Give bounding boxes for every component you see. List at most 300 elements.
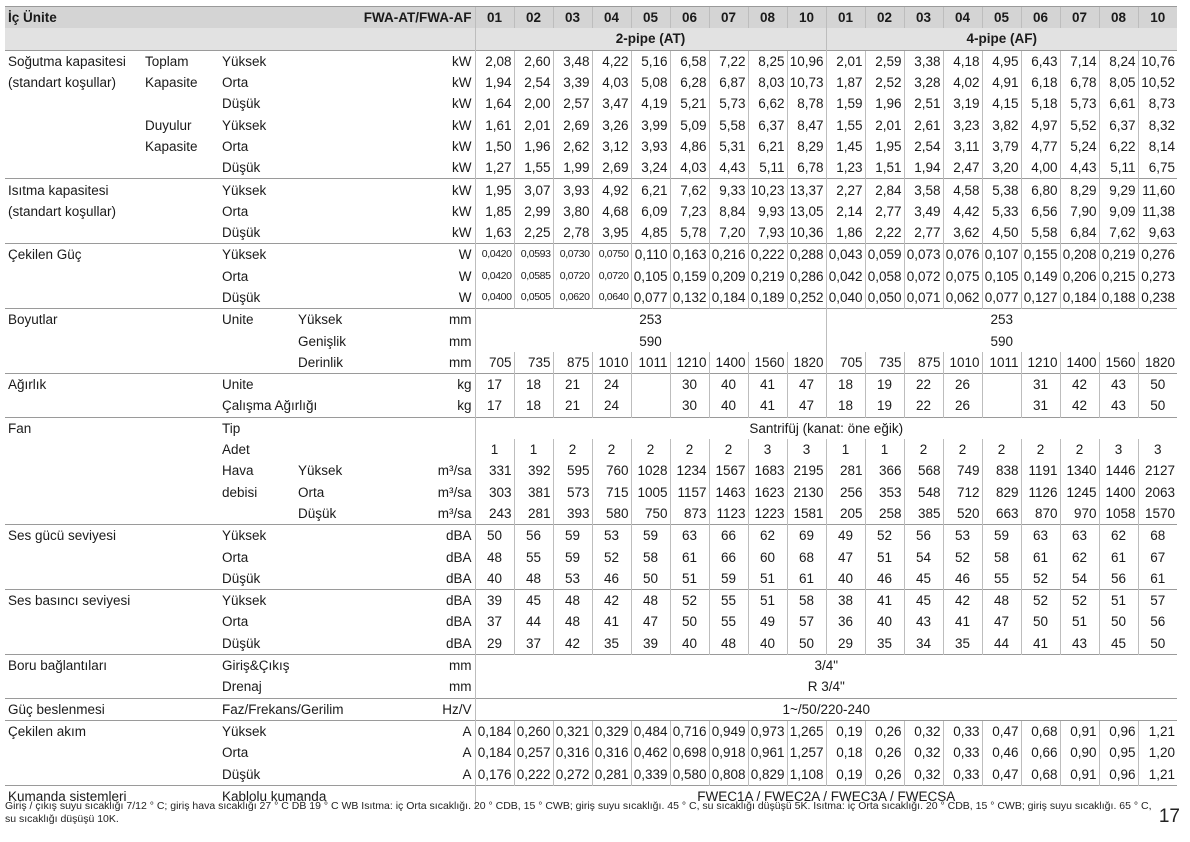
- unit-cell: mm: [405, 309, 475, 331]
- unit-cell: kW: [452, 117, 472, 133]
- value-cell: 60: [748, 546, 787, 567]
- size-header-cell: 10: [787, 7, 826, 29]
- value-cell: 6,80: [1021, 179, 1060, 201]
- row-label: Yüksek: [219, 50, 405, 72]
- value-cell: 7,62: [1099, 222, 1138, 244]
- value-cell: 1820: [1138, 352, 1177, 374]
- value-cell: 54: [1060, 568, 1099, 590]
- value-cell: 49: [826, 525, 865, 547]
- spec-row: [5, 309, 1177, 331]
- value-cell: 8,73: [1138, 93, 1177, 114]
- value-cell: 0,0505: [514, 287, 553, 309]
- size-header-cell: 02: [514, 7, 553, 29]
- value-cell: 256: [826, 482, 865, 503]
- value-cell: 1,45: [826, 136, 865, 157]
- value-cell: 875: [553, 352, 592, 374]
- spec-row: [5, 114, 1177, 135]
- value-cell: 6,75: [1138, 157, 1177, 179]
- size-header-cell: 10: [1138, 7, 1177, 29]
- row-label: Yüksek: [219, 179, 405, 201]
- value-cell: 2,01: [514, 114, 553, 135]
- value-cell: 0,32: [904, 742, 943, 763]
- value-cell: 0,184: [1060, 287, 1099, 309]
- spec-row: [5, 136, 1177, 157]
- value-cell: 712: [943, 482, 982, 503]
- value-cell: 6,21: [631, 179, 670, 201]
- value-cell: 0,329: [592, 720, 631, 742]
- value-cell: 0,949: [709, 720, 748, 742]
- value-cell: 0,316: [553, 742, 592, 763]
- value-cell: 0,32: [904, 720, 943, 742]
- value-cell: 5,11: [748, 157, 787, 179]
- row-subgroup-label: [142, 720, 219, 742]
- value-cell: 0,132: [670, 287, 709, 309]
- value-cell: 0,276: [1138, 244, 1177, 266]
- value-cell: 0,176: [475, 763, 514, 785]
- value-cell: 5,78: [670, 222, 709, 244]
- row-label: [219, 503, 295, 525]
- row-subgroup-label: [142, 742, 219, 763]
- row-label: Yüksek: [222, 117, 267, 133]
- size-header-cell: 08: [748, 7, 787, 29]
- row-label: [219, 352, 295, 374]
- value-cell: 4,58: [943, 179, 982, 201]
- value-cell: 5,33: [982, 201, 1021, 222]
- pipe-type-row: [5, 28, 1177, 50]
- value-cell: 0,215: [1099, 266, 1138, 287]
- value-cell: 48: [982, 590, 1021, 612]
- value-cell: 5,24: [1060, 136, 1099, 157]
- value-cell: 8,25: [748, 50, 787, 72]
- row-label: Tip: [219, 417, 405, 439]
- value-cell: 353: [865, 482, 904, 503]
- row-subgroup-label: Toplam: [142, 50, 219, 72]
- value-cell: 38: [826, 590, 865, 612]
- value-cell: 0,0720: [553, 266, 592, 287]
- value-cell: 50: [1099, 611, 1138, 632]
- value-cell: 0,219: [748, 266, 787, 287]
- value-cell: 5,58: [1021, 222, 1060, 244]
- value-cell: 0,918: [709, 742, 748, 763]
- value-cell: 0,0640: [592, 287, 631, 309]
- value-cell: 0,0400: [475, 287, 514, 309]
- row-subgroup-label: [142, 309, 219, 331]
- value-cell: 2,62: [553, 136, 592, 157]
- value-cell: 18: [514, 374, 553, 396]
- row-group-label: [5, 482, 142, 503]
- value-cell: 59: [631, 525, 670, 547]
- value-cell: 21: [553, 374, 592, 396]
- value-cell: 58: [787, 590, 826, 612]
- value-cell: 46: [865, 568, 904, 590]
- spec-row: [5, 287, 1177, 309]
- value-cell: 4,95: [982, 50, 1021, 72]
- row-label: Orta: [222, 268, 249, 284]
- row-subgroup-label: [142, 201, 219, 222]
- value-cell: 6,37: [1099, 114, 1138, 135]
- value-cell: 0,077: [631, 287, 670, 309]
- size-header-cell: 03: [904, 7, 943, 29]
- value-cell: 44: [514, 611, 553, 632]
- value-cell: 3,79: [982, 136, 1021, 157]
- value-cell: 8,84: [709, 201, 748, 222]
- value-cell: 4,77: [1021, 136, 1060, 157]
- value-cell: 0,321: [553, 720, 592, 742]
- value-cell: 0,33: [943, 763, 982, 785]
- spec-row: [5, 266, 1177, 287]
- value-cell: 705: [826, 352, 865, 374]
- value-cell: 41: [748, 395, 787, 417]
- value-cell: 2,22: [865, 222, 904, 244]
- row-label: debisi: [222, 484, 258, 500]
- value-cell: 4,15: [982, 93, 1021, 114]
- row-group-label: [5, 503, 142, 525]
- row-group-label: Çekilen akım: [5, 720, 142, 742]
- value-cell: 0,973: [748, 720, 787, 742]
- value-cell: 51: [1060, 611, 1099, 632]
- unit-cell: W: [458, 290, 472, 305]
- value-cell: 2,54: [904, 136, 943, 157]
- value-cell: 52: [1060, 590, 1099, 612]
- value-cell: 40: [709, 374, 748, 396]
- row-label: Çalışma Ağırlığı: [222, 398, 318, 414]
- value-cell: 0,273: [1138, 266, 1177, 287]
- value-cell: 11,38: [1138, 201, 1177, 222]
- value-cell: 4,85: [631, 222, 670, 244]
- row-group-label: Ağırlık: [5, 374, 142, 396]
- value-cell: 0,90: [1060, 742, 1099, 763]
- row-group-label: [5, 395, 142, 417]
- value-cell: 11,60: [1138, 179, 1177, 201]
- row-subgroup-label: [142, 676, 219, 698]
- value-cell: 6,78: [787, 157, 826, 179]
- size-header-cell: 06: [670, 7, 709, 29]
- value-cell: 7,23: [670, 201, 709, 222]
- value-cell: 50: [1021, 611, 1060, 632]
- unit-cell: [405, 417, 475, 439]
- value-cell: 68: [787, 546, 826, 567]
- value-cell: 2: [670, 439, 709, 460]
- value-cell: 1,21: [1138, 720, 1177, 742]
- value-cell: 1126: [1021, 482, 1060, 503]
- value-cell: 9,93: [748, 201, 787, 222]
- value-cell: 4,43: [1060, 157, 1099, 179]
- merged-value-cell: FWEC1A / FWEC2A / FWEC3A / FWECSA: [475, 785, 1177, 807]
- value-cell: 735: [514, 352, 553, 374]
- value-cell: 3,38: [904, 50, 943, 72]
- value-cell: 0,105: [982, 266, 1021, 287]
- value-cell: 7,14: [1060, 50, 1099, 72]
- row-label: Faz/Frekans/Gerilim: [219, 698, 405, 720]
- row-group-label: Ses basıncı seviyesi: [5, 590, 142, 612]
- value-cell: 17: [475, 395, 514, 417]
- value-cell: 1: [514, 439, 553, 460]
- value-cell: 2,47: [943, 157, 982, 179]
- value-cell: 2,69: [553, 114, 592, 135]
- value-cell: 2,59: [865, 50, 904, 72]
- row-subgroup-label: [142, 439, 219, 460]
- value-cell: 0,219: [1099, 244, 1138, 266]
- value-cell: 0,184: [475, 720, 514, 742]
- value-cell: 2,57: [553, 93, 592, 114]
- merged-value-cell: 590: [826, 330, 1177, 351]
- value-cell: 55: [514, 546, 553, 567]
- unit-cell: Hz/V: [405, 698, 475, 720]
- value-cell: 10,73: [787, 72, 826, 93]
- value-cell: 59: [709, 568, 748, 590]
- value-cell: 2,51: [904, 93, 943, 114]
- value-cell: 1,95: [475, 179, 514, 201]
- row-group-label: [5, 157, 142, 179]
- value-cell: 385: [904, 503, 943, 525]
- row-group-label: [5, 460, 142, 481]
- value-cell: 3,93: [631, 136, 670, 157]
- value-cell: 0,155: [1021, 244, 1060, 266]
- value-cell: 1,55: [514, 157, 553, 179]
- value-cell: 0,68: [1021, 720, 1060, 742]
- merged-value-cell: 3/4": [475, 654, 1177, 676]
- value-cell: 45: [514, 590, 553, 612]
- row-group-label: [5, 763, 142, 785]
- value-cell: 0,18: [826, 742, 865, 763]
- value-cell: 1,23: [826, 157, 865, 179]
- value-cell: 50: [1138, 633, 1177, 655]
- value-cell: 5,38: [982, 179, 1021, 201]
- value-cell: 46: [592, 568, 631, 590]
- value-cell: 0,339: [631, 763, 670, 785]
- value-cell: 9,33: [709, 179, 748, 201]
- value-cell: 1,27: [475, 157, 514, 179]
- value-cell: 52: [592, 546, 631, 567]
- spec-row: [5, 482, 1177, 503]
- row-subgroup-label: [142, 611, 219, 632]
- value-cell: 392: [514, 460, 553, 481]
- value-cell: 48: [631, 590, 670, 612]
- row-label: Drenaj: [222, 679, 262, 695]
- value-cell: 5,21: [670, 93, 709, 114]
- value-cell: 6,22: [1099, 136, 1138, 157]
- value-cell: 0,077: [982, 287, 1021, 309]
- value-cell: 2,61: [904, 114, 943, 135]
- value-cell: 31: [1021, 374, 1060, 396]
- value-cell: 0,26: [865, 763, 904, 785]
- unit-cell: [405, 439, 475, 460]
- value-cell: 0,0593: [514, 244, 553, 266]
- row-label: Yüksek: [219, 590, 405, 612]
- value-cell: 3,49: [904, 201, 943, 222]
- row-label: Orta: [222, 549, 249, 565]
- value-cell: 2: [1021, 439, 1060, 460]
- value-cell: 3,95: [592, 222, 631, 244]
- value-cell: 56: [904, 525, 943, 547]
- value-cell: 59: [553, 546, 592, 567]
- value-cell: 0,0720: [592, 266, 631, 287]
- spec-row: [5, 352, 1177, 374]
- unit-cell: mm: [449, 333, 472, 349]
- unit-cell: kW: [452, 160, 472, 176]
- value-cell: 0,484: [631, 720, 670, 742]
- value-cell: 6,87: [709, 72, 748, 93]
- value-cell: 61: [1099, 546, 1138, 567]
- value-cell: 55: [982, 568, 1021, 590]
- value-cell: 1210: [1021, 352, 1060, 374]
- merged-value-cell: 1~/50/220-240: [475, 698, 1177, 720]
- value-cell: [631, 374, 670, 396]
- value-cell: 62: [748, 525, 787, 547]
- value-cell: 2,52: [865, 72, 904, 93]
- value-cell: 1820: [787, 352, 826, 374]
- value-cell: 6,37: [748, 114, 787, 135]
- row-subgroup-label: [142, 763, 219, 785]
- value-cell: 3,19: [943, 93, 982, 114]
- unit-cell: mm: [449, 679, 472, 695]
- value-cell: 4,43: [709, 157, 748, 179]
- value-cell: 61: [1021, 546, 1060, 567]
- value-cell: 6,18: [1021, 72, 1060, 93]
- value-cell: 13,37: [787, 179, 826, 201]
- size-header-cell: 03: [553, 7, 592, 29]
- row-subgroup-label: [142, 525, 219, 547]
- value-cell: 2: [904, 439, 943, 460]
- value-cell: 46: [943, 568, 982, 590]
- value-cell: 49: [748, 611, 787, 632]
- blank-cell: [5, 28, 475, 50]
- value-cell: 62: [1060, 546, 1099, 567]
- value-cell: 0,26: [865, 720, 904, 742]
- value-cell: 51: [670, 568, 709, 590]
- row-subgroup-label: [142, 503, 219, 525]
- value-cell: 2,01: [865, 114, 904, 135]
- spec-row: [5, 330, 1177, 351]
- value-cell: 1157: [670, 482, 709, 503]
- merged-value-cell: R 3/4": [475, 676, 1177, 698]
- value-cell: 1,20: [1138, 742, 1177, 763]
- size-header-cell: 07: [1060, 7, 1099, 29]
- value-cell: 3,20: [982, 157, 1021, 179]
- page-number: 17: [1158, 806, 1180, 827]
- value-cell: 3: [1138, 439, 1177, 460]
- value-cell: 55: [709, 590, 748, 612]
- value-cell: 2: [709, 439, 748, 460]
- value-cell: 6,84: [1060, 222, 1099, 244]
- value-cell: 8,29: [787, 136, 826, 157]
- spec-row: [5, 503, 1177, 525]
- header-title: İç Ünite: [5, 7, 295, 29]
- row-label: Yüksek: [219, 244, 405, 266]
- value-cell: 47: [982, 611, 1021, 632]
- row-label: Unite: [219, 374, 405, 396]
- value-cell: 48: [553, 611, 592, 632]
- row-group-label: [5, 136, 142, 157]
- size-header-cell: 04: [943, 7, 982, 29]
- value-cell: 43: [1060, 633, 1099, 655]
- value-cell: 50: [475, 525, 514, 547]
- value-cell: 3,28: [904, 72, 943, 93]
- unit-cell: A: [405, 720, 475, 742]
- value-cell: 2,00: [514, 93, 553, 114]
- pipe-type-af: 4-pipe (AF): [826, 28, 1177, 50]
- value-cell: 9,63: [1138, 222, 1177, 244]
- row-sublabel: Yüksek: [298, 463, 343, 479]
- value-cell: 48: [709, 633, 748, 655]
- merged-value-cell: 590: [475, 330, 826, 351]
- value-cell: 0,26: [865, 742, 904, 763]
- value-cell: 5,18: [1021, 93, 1060, 114]
- value-cell: 595: [553, 460, 592, 481]
- value-cell: 1010: [943, 352, 982, 374]
- value-cell: 40: [475, 568, 514, 590]
- value-cell: 5,11: [1099, 157, 1138, 179]
- value-cell: 2: [631, 439, 670, 460]
- unit-cell: mm: [405, 654, 475, 676]
- header-row: [5, 7, 1177, 29]
- value-cell: 1340: [1060, 460, 1099, 481]
- spec-row: [5, 546, 1177, 567]
- value-cell: 0,252: [787, 287, 826, 309]
- value-cell: 47: [826, 546, 865, 567]
- row-label: Unite: [219, 309, 295, 331]
- value-cell: 0,698: [670, 742, 709, 763]
- row-subgroup-label: [142, 287, 219, 309]
- row-subgroup-label: [142, 266, 219, 287]
- row-label: Orta: [222, 203, 249, 219]
- value-cell: 7,90: [1060, 201, 1099, 222]
- spec-row: [5, 654, 1177, 676]
- spec-row: [5, 157, 1177, 179]
- value-cell: 1,87: [826, 72, 865, 93]
- value-cell: 22: [904, 374, 943, 396]
- header-model: FWA-AT/FWA-AF: [295, 7, 475, 29]
- value-cell: 1,59: [826, 93, 865, 114]
- row-group-label: Güç beslenmesi: [5, 698, 142, 720]
- value-cell: 1,99: [553, 157, 592, 179]
- value-cell: 1,63: [475, 222, 514, 244]
- row-group-label: [5, 633, 142, 655]
- value-cell: 8,32: [1138, 114, 1177, 135]
- value-cell: 53: [943, 525, 982, 547]
- value-cell: 0,91: [1060, 763, 1099, 785]
- value-cell: 0,33: [943, 720, 982, 742]
- value-cell: 1683: [748, 460, 787, 481]
- value-cell: 29: [826, 633, 865, 655]
- value-cell: 0,076: [943, 244, 982, 266]
- value-cell: 1,96: [865, 93, 904, 114]
- value-cell: 8,29: [1060, 179, 1099, 201]
- value-cell: 1123: [709, 503, 748, 525]
- value-cell: 1570: [1138, 503, 1177, 525]
- value-cell: 3,47: [592, 93, 631, 114]
- value-cell: 3,24: [631, 157, 670, 179]
- value-cell: 10,23: [748, 179, 787, 201]
- value-cell: 56: [514, 525, 553, 547]
- value-cell: 8,03: [748, 72, 787, 93]
- value-cell: 0,107: [982, 244, 1021, 266]
- unit-cell: m³/sa: [437, 484, 472, 500]
- size-header-cell: 05: [631, 7, 670, 29]
- value-cell: 3,39: [553, 72, 592, 93]
- value-cell: 2: [592, 439, 631, 460]
- value-cell: 281: [514, 503, 553, 525]
- unit-cell: dBA: [405, 525, 475, 547]
- unit-cell: dBA: [445, 549, 472, 565]
- value-cell: 0,316: [592, 742, 631, 763]
- value-cell: 8,78: [787, 93, 826, 114]
- value-cell: 8,05: [1099, 72, 1138, 93]
- value-cell: 4,50: [982, 222, 1021, 244]
- value-cell: 6,43: [1021, 50, 1060, 72]
- row-subgroup-label: [142, 482, 219, 503]
- row-sublabel: Derinlik: [298, 354, 344, 370]
